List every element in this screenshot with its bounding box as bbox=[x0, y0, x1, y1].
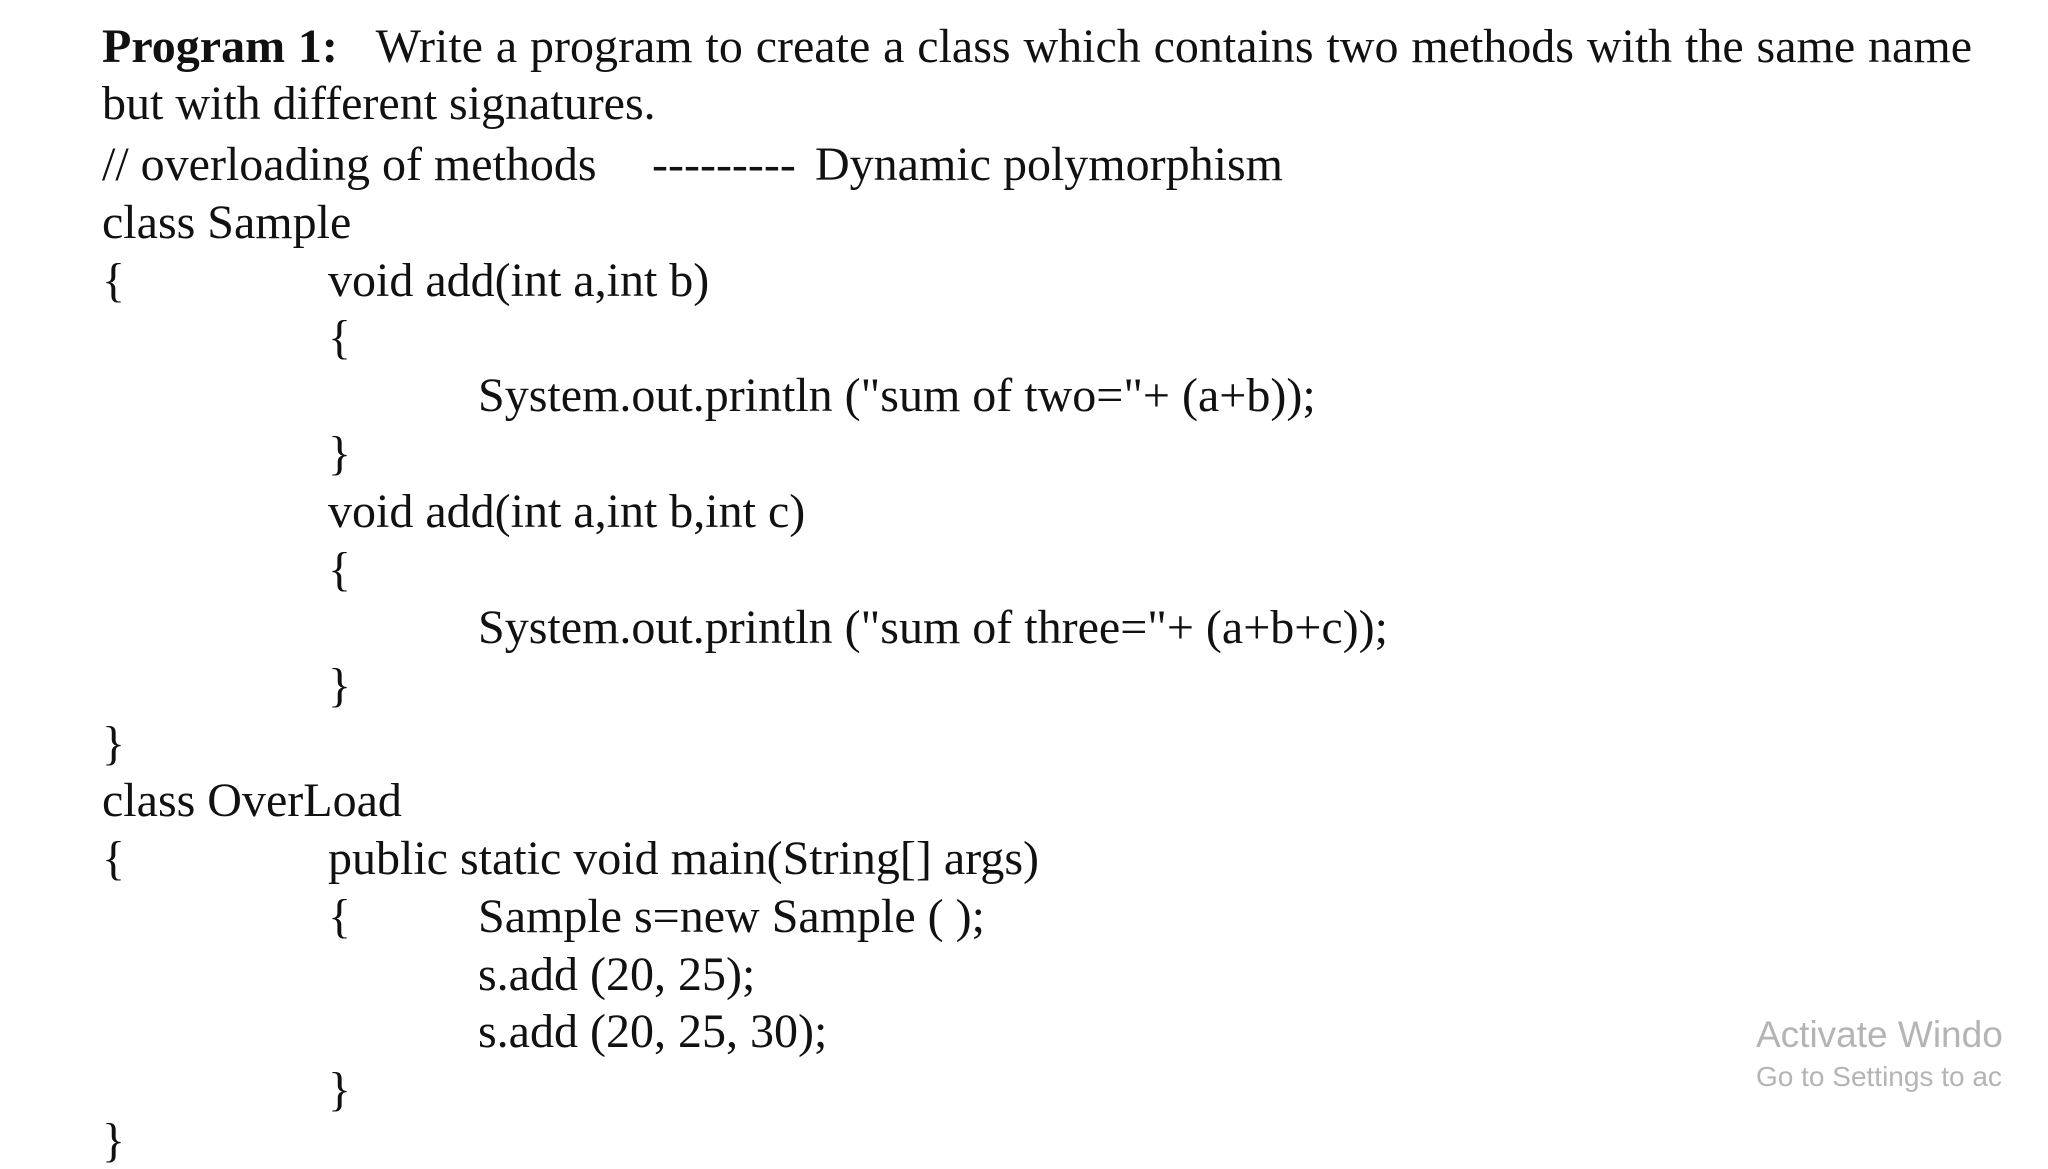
class-sample-open-brace: { bbox=[102, 254, 126, 307]
watermark-title: Activate Windo bbox=[1756, 1014, 2003, 1055]
watermark-subtitle: Go to Settings to ac bbox=[1756, 1061, 2002, 1092]
class-sample-declaration: class Sample bbox=[102, 196, 352, 249]
program-heading bbox=[102, 18, 1972, 132]
class-sample-close-brace: } bbox=[102, 717, 126, 770]
method-add-two-signature: void add(int a,int b) bbox=[328, 254, 710, 307]
method-add-two-open-brace: { bbox=[328, 311, 352, 364]
activate-windows-watermark bbox=[1756, 1012, 2026, 1096]
method-add-two-close-brace: } bbox=[328, 427, 352, 480]
program-label: Program 1: bbox=[102, 20, 338, 73]
comment-left: // overloading of methods bbox=[102, 138, 597, 191]
program-description: Write a program to create a class which contains two methods with the same name but with different signatures. bbox=[102, 20, 1972, 130]
class-overload-open-brace: { bbox=[102, 832, 126, 885]
call-add-two-statement: s.add (20, 25); bbox=[478, 948, 756, 1001]
class-overload-declaration: class OverLoad bbox=[102, 774, 402, 827]
main-method-signature: public static void main(String[] args) bbox=[328, 832, 1039, 885]
call-add-three-statement: s.add (20, 25, 30); bbox=[478, 1005, 828, 1058]
main-method-close-brace: } bbox=[328, 1063, 352, 1116]
class-overload-close-brace: } bbox=[102, 1114, 126, 1167]
method-add-three-signature: void add(int a,int b,int c) bbox=[328, 485, 806, 538]
method-add-three-body: System.out.println ("sum of three="+ (a+b+c)); bbox=[478, 601, 1388, 654]
comment-right: Dynamic polymorphism bbox=[815, 138, 1283, 191]
main-method-open-brace: { bbox=[328, 890, 352, 943]
method-add-three-open-brace: { bbox=[328, 543, 352, 596]
new-sample-statement: Sample s=new Sample ( ); bbox=[478, 890, 985, 943]
comment-dashes: --------- bbox=[652, 138, 796, 191]
method-add-two-body: System.out.println ("sum of two="+ (a+b)); bbox=[478, 369, 1316, 422]
method-add-three-close-brace: } bbox=[328, 659, 352, 712]
